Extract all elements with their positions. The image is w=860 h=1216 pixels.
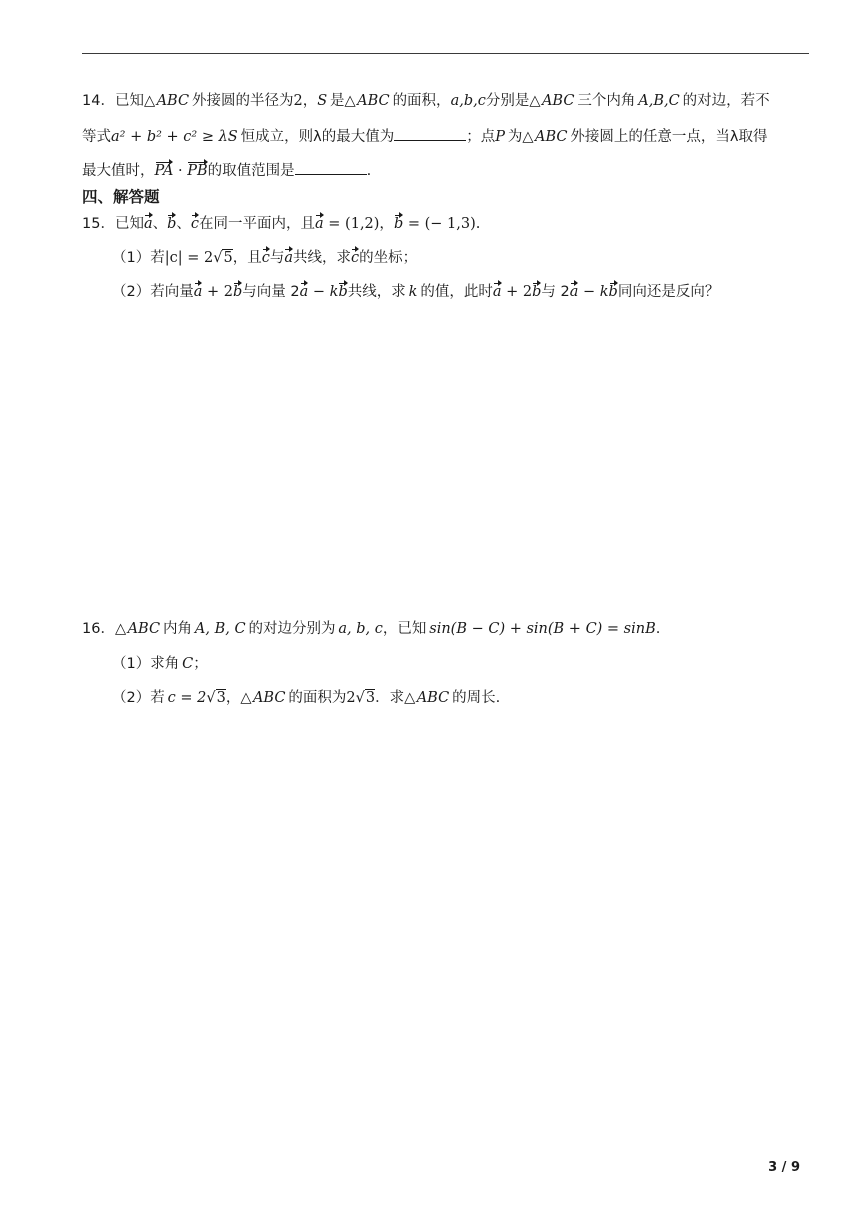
q16-number: 16． [82, 621, 115, 637]
vector-b: b [167, 216, 177, 232]
q15-part-2: （2）若向量a + 2b与向量 2a − kb共线，求 k 的值，此时a + 2b与 2a − kb同向还是反向？ [112, 284, 720, 300]
vector-pb: PB [187, 163, 208, 179]
q15-number: 15． [82, 216, 115, 232]
q14-answer-blank-2[interactable] [295, 160, 367, 175]
vector-c: c [190, 216, 200, 232]
page-number: 3 / 9 [768, 1160, 800, 1175]
q14-answer-blank-1[interactable] [394, 126, 466, 141]
q15-line-1: 15．已知a、b、c在同一平面内，且a = (1,2)，b = (− 1,3). [82, 216, 481, 232]
q16-equation: sin(B − C) + sin(B + C) = sinB [429, 621, 656, 637]
q15-part-1: （1）若|c| = 2√5，且c与a共线，求c的坐标； [112, 250, 418, 266]
q16-part-2: （2）若 c = 2√3，△ ABC 的面积为2√3．求△ ABC 的周长. [112, 690, 501, 706]
vector-pa: PA [154, 163, 174, 179]
section-title: 四、解答题 [82, 188, 160, 206]
q14-line-2: 等式a² + b² + c² ≥ λS 恒成立，则λ的最大值为 ；点P 为△ ABC 外接圆上的任意一点，当λ取得 [82, 126, 768, 147]
sqrt-symbol: √5 [213, 250, 233, 266]
q16-line-1: 16．△ ABC 内角 A, B, C 的对边分别为 a, b, c，已知 sin(B − C) + sin(B + C) = sinB. [82, 621, 661, 637]
sqrt-symbol: √3 [206, 690, 226, 706]
sqrt-symbol: √3 [355, 690, 376, 706]
q14-inequality: a² + b² + c² ≥ λS [111, 129, 238, 145]
header-rule [82, 53, 809, 54]
q16-part-1: （1）求角 C； [112, 656, 208, 672]
q14-line-3: 最大值时，PA · PB的取值范围是 . [82, 160, 371, 181]
q14-line-1: 14．已知△ ABC 外接圆的半径为2，S 是△ ABC 的面积，a,b,c分别是△ ABC 三个内角 A,B,C 的对边，若不 [82, 93, 770, 109]
vector-a: a [143, 216, 153, 232]
q14-number: 14． [82, 93, 115, 109]
